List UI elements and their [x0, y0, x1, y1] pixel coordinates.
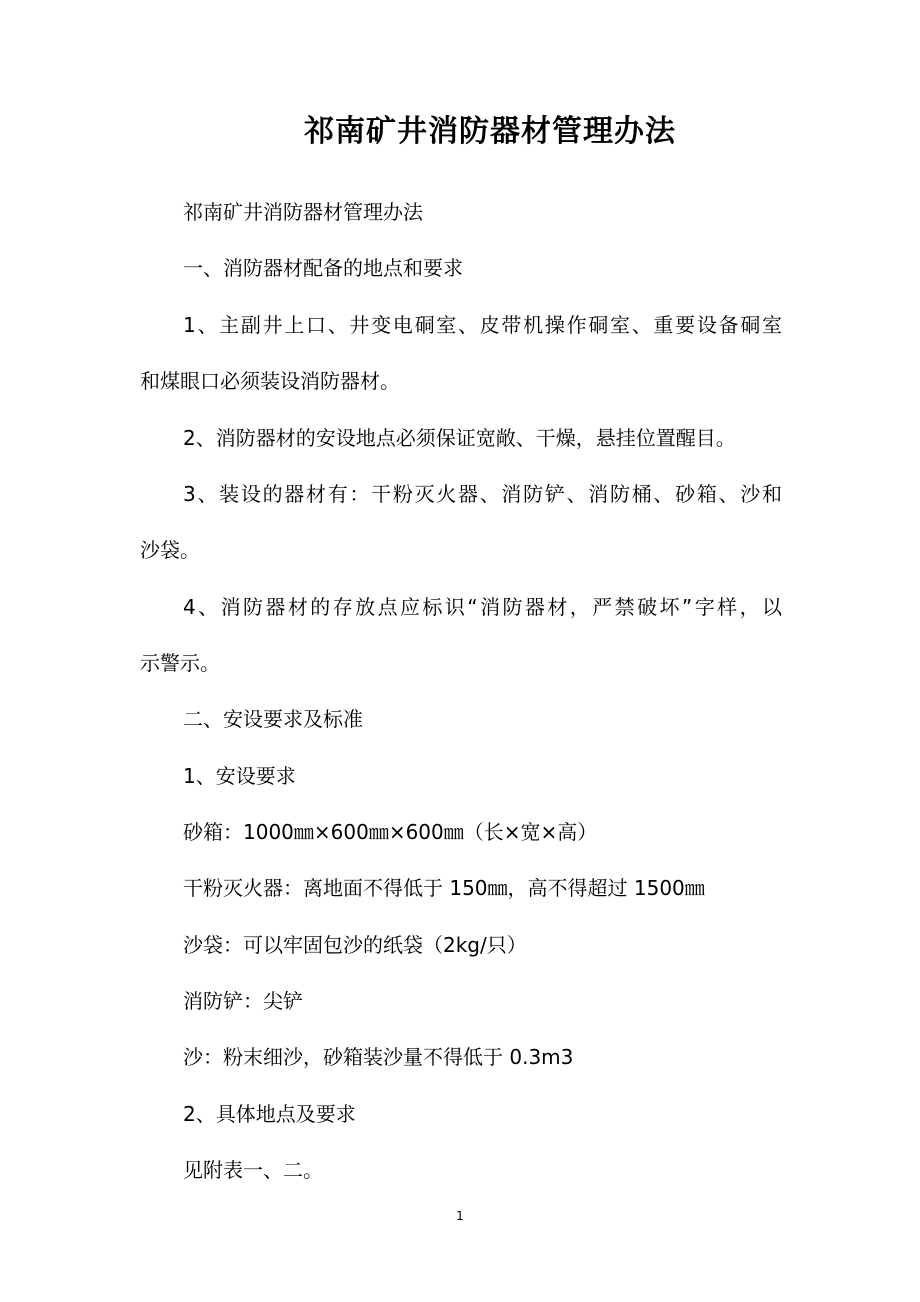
requirement-sand: 沙：粉末细沙，砂箱装沙量不得低于 0.3m3 [183, 1045, 574, 1069]
item-2-line: 2、消防器材的安设地点必须保证宽敞、干燥，悬挂位置醒目。 [183, 426, 736, 450]
section-2-heading: 二、安设要求及标准 [183, 707, 363, 731]
requirement-sandbag: 沙袋：可以牢固包沙的纸袋（2kg/只） [183, 933, 527, 957]
appendix-reference: 见附表一、二。 [183, 1158, 323, 1182]
item-4-line-1: 4、消防器材的存放点应标识“消防器材，严禁破坏”字样，以 [183, 595, 782, 619]
section-1-heading: 一、消防器材配备的地点和要求 [183, 256, 463, 280]
requirement-sand-box: 砂箱：1000㎜×600㎜×600㎜（长×宽×高） [183, 820, 598, 844]
subsection-2-heading: 2、具体地点及要求 [183, 1102, 356, 1126]
subsection-1-heading: 1、安设要求 [183, 764, 296, 788]
intro-title-line: 祁南矿井消防器材管理办法 [183, 200, 423, 224]
item-3-line-2: 沙袋。 [140, 538, 200, 562]
page-number: 1 [456, 1209, 464, 1223]
item-3-line-1: 3、装设的器材有：干粉灭火器、消防铲、消防桶、砂箱、沙和 [183, 482, 782, 506]
requirement-powder-extinguisher: 干粉灭火器：离地面不得低于 150㎜，高不得超过 1500㎜ [183, 876, 705, 900]
document-title: 祁南矿井消防器材管理办法 [304, 114, 676, 149]
item-1-line-1: 1、主副井上口、井变电硐室、皮带机操作硐室、重要设备硐室 [183, 313, 782, 337]
requirement-fire-shovel: 消防铲：尖铲 [183, 989, 303, 1013]
item-4-line-2: 示警示。 [140, 651, 220, 675]
item-1-line-2: 和煤眼口必须装设消防器材。 [140, 369, 400, 393]
